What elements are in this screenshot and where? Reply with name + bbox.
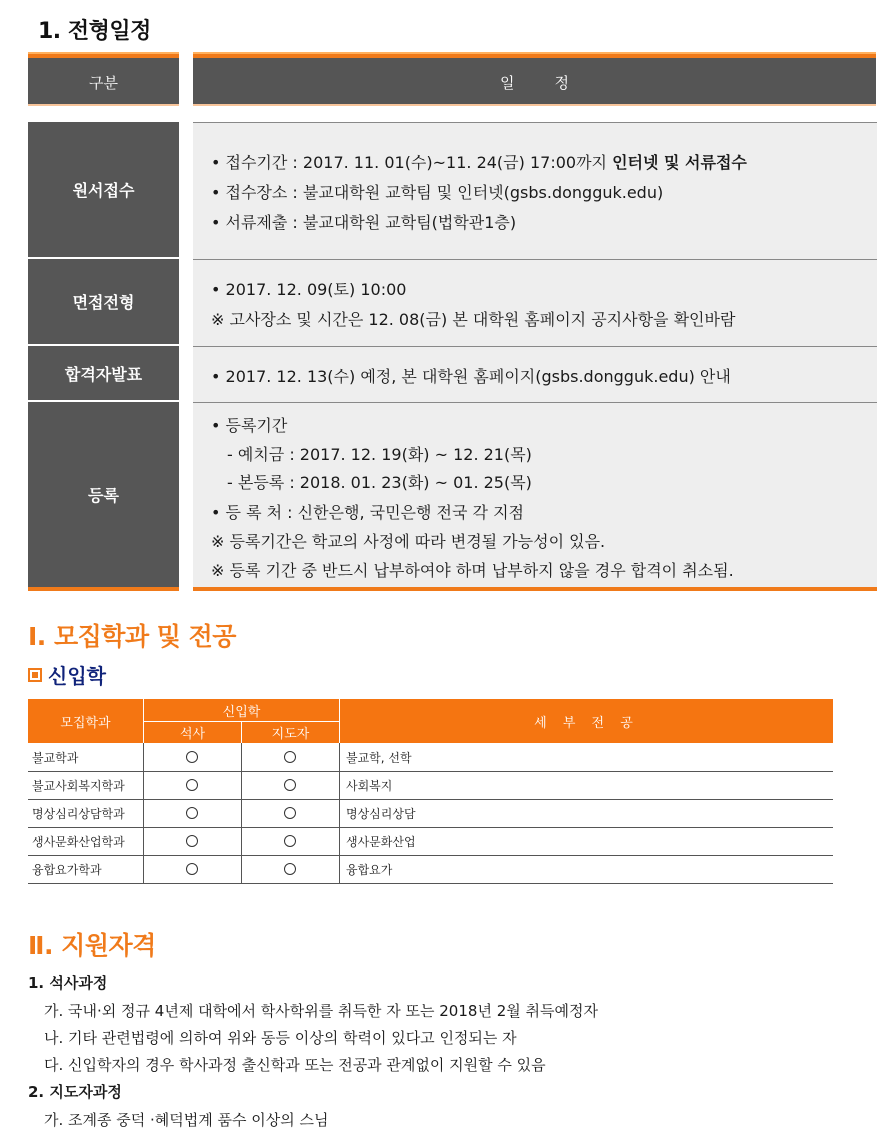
row-label: 합격자발표 [28,346,179,402]
circle-mark-icon [284,751,296,763]
row-label: 등록 [28,402,179,587]
schedule-row-application [28,122,877,259]
dept-cell: 명상심리상담학과 [32,806,125,821]
row-label: 원서접수 [28,122,179,259]
header-master: 석사 [143,721,241,743]
table-row [28,855,833,884]
section-title: Ⅰ. 모집학과 및 전공 [28,622,236,651]
row-label: 면접전형 [28,259,179,346]
page-title: 1. 전형일정 [38,19,151,44]
master-cell [186,799,198,827]
master-cell [186,771,198,799]
circle-mark-icon [284,807,296,819]
dept-cell: 융합요가학과 [32,862,102,877]
master-cell [186,855,198,883]
detail-cell: 융합요가 [346,862,393,877]
master-cell [186,743,198,771]
detail-cell: 명상심리상담 [346,806,416,821]
content-line: • 2017. 12. 13(수) 예정, 본 대학원 홈페이지(gsbs.dongguk.edu) 안내 [211,367,731,386]
content-line: ※ 등록기간은 학교의 사정에 따라 변경될 가능성이 있음. [211,532,606,551]
table-row [28,827,833,856]
circle-mark-icon [186,779,198,791]
square-bullet-icon [28,668,42,682]
content-line: ※ 등록 기간 중 반드시 납부하여야 하며 납부하지 않을 경우 합격이 취소됨. [211,561,734,580]
content-line: • 등 록 처 : 신한은행, 국민은행 전국 각 지점 [211,503,524,522]
content-line: • 접수기간 : 2017. 11. 01(수)~11. 24(금) 17:00까지 인터넷 및 서류접수 [211,153,747,172]
header-group: 신입학 [143,699,339,721]
content-line: ※ 고사장소 및 시간은 12. 08(금) 본 대학원 홈페이지 공지사항을 확인바람 [211,310,736,329]
row-content [193,122,877,259]
header-leader: 지도자 [241,721,339,743]
leader-cell [284,827,296,855]
detail-cell: 생사문화산업 [346,834,416,849]
row-content [193,346,877,402]
row-content [193,402,877,587]
circle-mark-icon [284,835,296,847]
circle-mark-icon [186,863,198,875]
content-line: • 2017. 12. 09(토) 10:00 [211,280,407,299]
section-title: Ⅱ. 지원자격 [28,931,156,960]
leader-cell [284,771,296,799]
leader-cell [284,855,296,883]
subsection-title: 1. 석사과정 [28,974,108,992]
header-label-schedule: 일정 [500,73,609,92]
dept-cell: 생사문화산업학과 [32,834,125,849]
list-item: 가. 조계종 중덕 ·혜덕법계 품수 이상의 스님 [44,1111,329,1129]
table-bottom-rule [28,587,179,591]
circle-mark-icon [186,835,198,847]
circle-mark-icon [186,807,198,819]
schedule-header-schedule [193,52,876,106]
content-line: • 서류제출 : 불교대학원 교학팀(법학관1층) [211,213,517,232]
list-item: 가. 국내·외 정규 4년제 대학에서 학사학위를 취득한 자 또는 2018년 2월 취득예정자 [44,1002,598,1020]
schedule-row-interview [28,259,877,346]
content-line: • 접수장소 : 불교대학원 교학팀 및 인터넷(gsbs.dongguk.edu) [211,183,664,202]
header-stripe [28,52,179,54]
header-stripe [193,52,876,54]
header-dept: 모집학과 [28,699,143,743]
dept-cell: 불교사회복지학과 [32,778,125,793]
table-row [28,799,833,828]
leader-cell [284,743,296,771]
schedule-row-announcement [28,346,877,402]
subsection-label: 신입학 [48,664,106,688]
schedule-header-category [28,52,179,106]
detail-cell: 사회복지 [346,778,393,793]
leader-cell [284,799,296,827]
table-row [28,743,833,772]
circle-mark-icon [186,751,198,763]
table-bottom-rule [193,587,877,591]
bold-note: 인터넷 및 서류접수 [612,153,747,172]
dept-cell: 불교학과 [32,750,79,765]
content-line: - 본등록 : 2018. 01. 23(화) ~ 01. 25(목) [227,473,532,492]
list-item: 나. 기타 관련법령에 의하여 위와 동등 이상의 학력이 있다고 인정되는 자 [44,1029,517,1047]
master-cell [186,827,198,855]
header-label-category: 구분 [89,73,118,92]
table-row [28,771,833,800]
schedule-row-registration [28,402,877,587]
circle-mark-icon [284,779,296,791]
content-line: - 예치금 : 2017. 12. 19(화) ~ 12. 21(목) [227,445,532,464]
header-detail: 세 부 전 공 [339,699,833,743]
circle-mark-icon [284,863,296,875]
row-content [193,259,877,346]
subsection-title: 2. 지도자과정 [28,1083,122,1101]
detail-cell: 불교학, 선학 [346,750,412,765]
list-item: 다. 신입학자의 경우 학사과정 출신학과 또는 전공과 관계없이 지원할 수 있음 [44,1056,546,1074]
content-line: • 등록기간 [211,416,288,435]
subsection-title [28,660,106,689]
